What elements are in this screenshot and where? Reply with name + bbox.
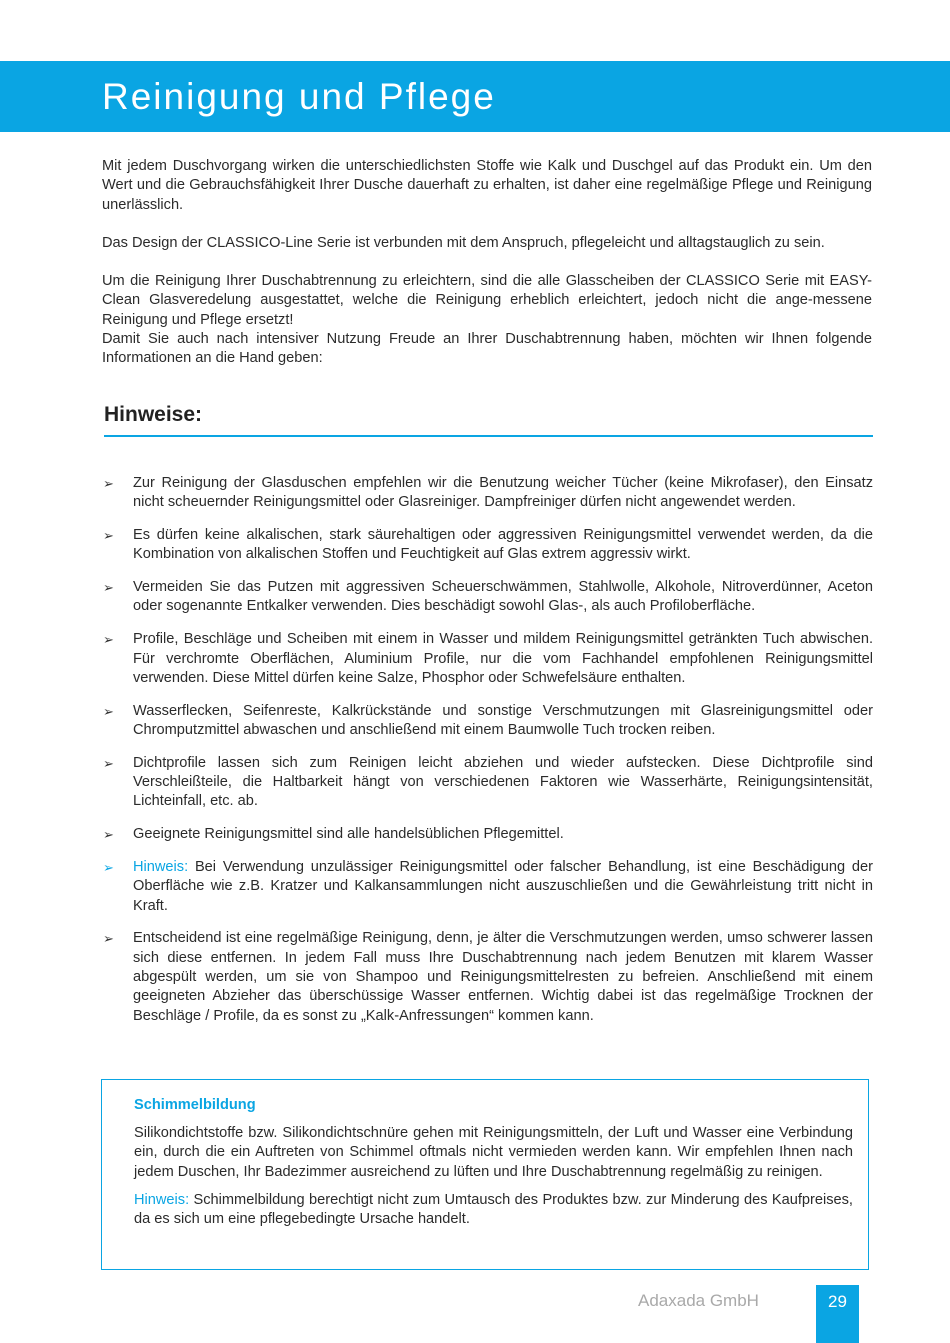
- arrow-bullet-icon: ➢: [103, 528, 114, 544]
- callout-body: [134, 1124, 853, 1238]
- section-heading: Hinweise:: [104, 403, 203, 426]
- intro-paragraph: Damit Sie auch nach intensiver Nutzung Freude an Ihrer Duschabtrennung haben, möchten wir Ihnen folgende Informationen an die Hand geben:: [102, 331, 872, 367]
- arrow-bullet-icon: ➢: [103, 931, 114, 947]
- note-label: Hinweis:: [134, 1191, 190, 1208]
- list-item: [103, 474, 873, 513]
- list-item: [103, 630, 873, 688]
- intro-section: [102, 157, 872, 388]
- page-title: Reinigung und Pflege: [102, 76, 496, 117]
- hints-list: [103, 474, 873, 1039]
- list-item: [103, 754, 873, 812]
- page-number-box: [816, 1285, 859, 1343]
- arrow-bullet-icon: ➢: [103, 827, 114, 843]
- arrow-bullet-icon: ➢: [103, 476, 114, 491]
- list-item: [103, 578, 873, 617]
- list-item-text: Dichtprofile lassen sich zum Reinigen leicht abziehen und wieder aufstecken. Diese Dichtprofile sind Verschleißteile, die Haltbarkeit hängt von verschiedenen Faktoren wie Wasserhärte, Reinigungsintensität, Lichteinfall, etc. ab.: [133, 754, 873, 810]
- list-item-text: Zur Reinigung der Glasduschen empfehlen wir die Benutzung weicher Tücher (keine Mikrofaser), den Einsatz nicht scheuernder Reinigungsmittel oder Glasreiniger. Dampfreiniger dürfen nicht angewendet werden.: [133, 475, 873, 511]
- list-item-text: Bei Verwendung unzulässiger Reinigungsmittel oder falscher Behandlung, ist eine Beschädigung der Oberfläche wie z.B. Kratzer und Kalkansammlungen nicht auszuschließen und die Gewährleistung tritt nicht in Kraft.: [133, 858, 873, 914]
- list-item-text: Wasserflecken, Seifenreste, Kalkrückstände und sonstige Verschmutzungen mit Glasreinigungsmittel oder Chromputzmittel abwaschen und anschließend mit einem Baumwolle Tuch trocken reiben.: [133, 702, 873, 738]
- footer-company-name: Adaxada GmbH: [638, 1291, 759, 1310]
- callout-paragraph: Silikondichtstoffe bzw. Silikondichtschnüre gehen mit Reinigungsmitteln, der Luft und Wasser eine Verbindung ein, durch die ein Auftreten von Schimmel oftmals nicht vermieden werden kann. Wir empfehlen Ihnen nach jedem Duschen, Ihr Badezimmer ausreichend zu lüften und Ihre Duschabtrennung regelmäßig zu reinigen.: [134, 1125, 853, 1180]
- list-item-text: Vermeiden Sie das Putzen mit aggressiven Scheuerschwämmen, Stahlwolle, Alkohole, Nitroverdünner, Aceton oder sogenannte Entkalker verwenden. Dies beschädigt sowohl Glas-, als auch Profiloberfläche.: [133, 579, 873, 615]
- page-number: 29: [828, 1292, 847, 1311]
- list-item-text: Profile, Beschläge und Scheiben mit einem in Wasser und mildem Reinigungsmittel getränkten Tuch abwischen. Für verchromte Oberflächen, Aluminium Profile, nur die vom Fachhandel empfohlenen Reinigungsmittel verwenden. Diese Mittel dürfen keine Salze, Phosphor oder Schwefelsäure enthalten.: [133, 631, 873, 686]
- intro-paragraph: Das Design der CLASSICO-Line Serie ist verbunden mit dem Anspruch, pflegeleicht und alltagstauglich zu sein.: [102, 234, 825, 251]
- callout-note-text: Schimmelbildung berechtigt nicht zum Umtausch des Produktes bzw. zur Minderung des Kaufpreises, da es sich um eine pflegebedingte Ursache handelt.: [134, 1191, 853, 1228]
- callout-note: [134, 1191, 853, 1230]
- arrow-bullet-icon: ➢: [103, 859, 114, 875]
- list-item-note: [103, 858, 873, 916]
- list-item-text: Entscheidend ist eine regelmäßige Reinigung, denn, je älter die Verschmutzungen werden, umso schwerer lassen sich diese entfernen. In jedem Fall muss Ihre Duschabtrennung nach jedem Benutzen mit klarem Wasser abgespült werden, um sie von Shampoo und Reinigungsmittelresten zu befreien. Anschließend mit einem geeigneten Abzieher das überschüssige Wasser entfernen. Wichtig dabei ist das regelmäßige Trocknen der Beschläge / Profile, da es sonst zu „Kalk-Anfressungen“ kommen kann.: [133, 930, 873, 1024]
- list-item: [103, 929, 873, 1025]
- note-label: Hinweis:: [133, 858, 189, 875]
- callout-title: Schimmelbildung: [134, 1097, 256, 1113]
- list-item: [103, 825, 873, 844]
- arrow-bullet-icon: ➢: [103, 580, 114, 596]
- arrow-bullet-icon: ➢: [103, 632, 114, 648]
- arrow-bullet-icon: ➢: [103, 703, 114, 719]
- intro-paragraph: Um die Reinigung Ihrer Duschabtrennung zu erleichtern, sind die alle Glasscheiben der CLASSICO Serie mit EASY-Clean Glasveredelung ausgestattet, welche die Reinigung erheblich erleichtert, jedoch nicht die ange-messene Reinigung und Pflege ersetzt!: [102, 273, 872, 328]
- intro-paragraph: Mit jedem Duschvorgang wirken die unterschiedlichsten Stoffe wie Kalk und Duschgel auf das Produkt ein. Um den Wert und die Gebrauchsfähigkeit Ihrer Dusche dauerhaft zu erhalten, ist daher eine regelmäßige Pflege und Reinigung unerlässlich.: [102, 158, 872, 213]
- list-item: [103, 702, 873, 741]
- arrow-bullet-icon: ➢: [103, 755, 114, 771]
- list-item-text: Es dürfen keine alkalischen, stark säurehaltigen oder aggressiven Reinigungsmittel verwendet werden, da die Kombination von alkalischen Stoffen und Feuchtigkeit auf Glas extrem aggressiv wirkt.: [133, 527, 873, 563]
- section-divider: [104, 435, 873, 437]
- mold-info-box: [101, 1079, 869, 1270]
- list-item-text: Geeignete Reinigungsmittel sind alle handelsüblichen Pflegemittel.: [133, 826, 564, 843]
- list-item: [103, 526, 873, 565]
